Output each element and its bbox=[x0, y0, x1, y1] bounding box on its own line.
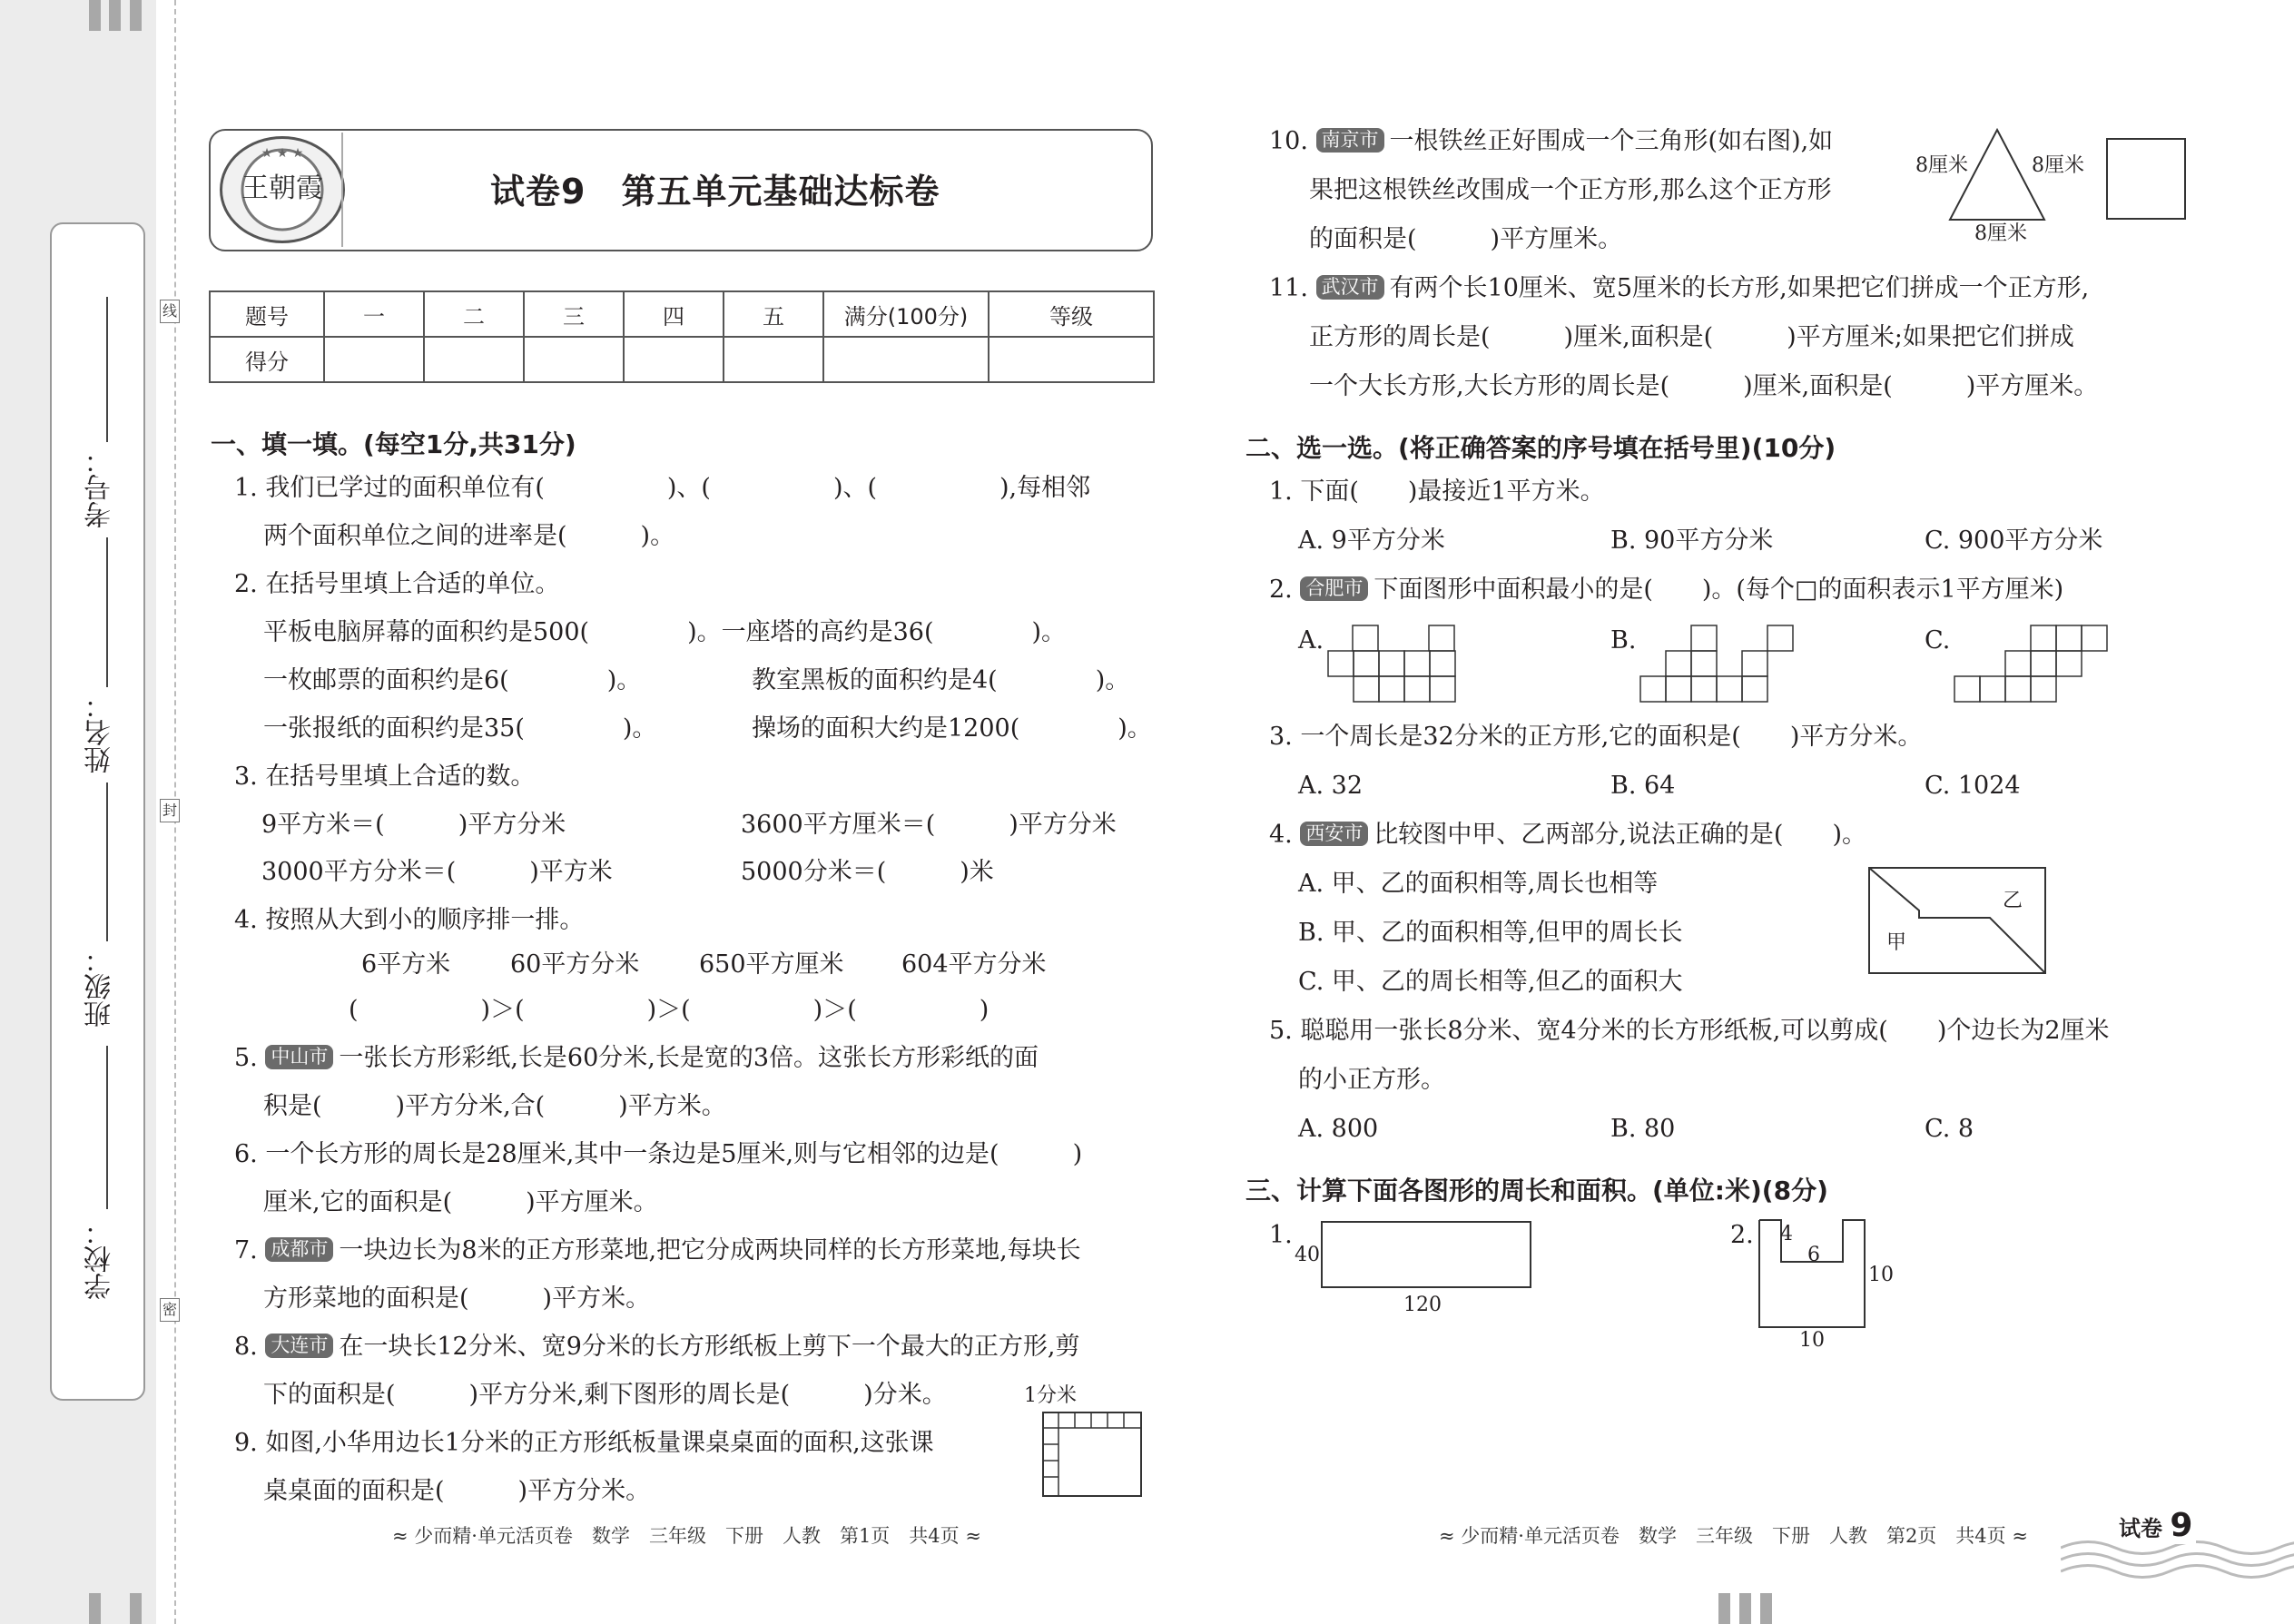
question-2a: 平板电脑屏幕的面积约是500( )。一座塔的高约是36( )。 bbox=[263, 618, 1067, 646]
score-input[interactable] bbox=[989, 337, 1154, 382]
option-c[interactable]: C. 1024 bbox=[1925, 772, 2021, 800]
region-yi-label: 乙 bbox=[2003, 890, 2023, 912]
question-1-cont: 两个面积单位之间的进率是( )。 bbox=[263, 522, 675, 550]
choice-2: 2. 合肥市 下面图形中面积最小的是( )。(每个□的面积表示1平方厘米) bbox=[1269, 576, 2064, 604]
score-input[interactable] bbox=[823, 337, 989, 382]
table-cell: 一 bbox=[324, 291, 424, 337]
u-width-label: 10 bbox=[1799, 1329, 1825, 1352]
option-b[interactable]: B. bbox=[1610, 626, 1637, 655]
rect-height-label: 40 bbox=[1295, 1244, 1320, 1266]
shape-c-figure bbox=[1954, 625, 2112, 703]
option-a[interactable]: A. 32 bbox=[1298, 772, 1364, 800]
question-7: 7. 成都市 一块边长为8米的正方形菜地,把它分成两块同样的长方形菜地,每块长 bbox=[234, 1236, 1081, 1265]
paper-badge-number: 9 bbox=[2170, 1507, 2193, 1544]
question-10-cont: 果把这根铁丝改围成一个正方形,那么这个正方形 bbox=[1309, 176, 1832, 204]
option-c[interactable]: C. bbox=[1925, 626, 1951, 655]
table-row bbox=[210, 337, 1154, 382]
score-input[interactable] bbox=[524, 337, 624, 382]
edge-mark bbox=[130, 0, 142, 31]
option-a[interactable]: A. 800 bbox=[1298, 1115, 1379, 1143]
question-9: 9. 如图,小华用边长1分米的正方形纸板量课桌桌面的面积,这张课 bbox=[234, 1429, 934, 1457]
edge-mark bbox=[89, 1593, 101, 1624]
edge-mark bbox=[1739, 1593, 1751, 1624]
u-height-label: 10 bbox=[1868, 1264, 1894, 1286]
question-4-item: 604平方分米 bbox=[901, 950, 1047, 979]
choice-1: 1. 下面( )最接近1平方米。 bbox=[1269, 477, 1605, 506]
cut-mark: 封 bbox=[160, 799, 180, 822]
region-jia-label: 甲 bbox=[1886, 931, 1907, 954]
exam-no-field[interactable] bbox=[106, 297, 108, 442]
question-3a: 9平方米＝( )平方分米 bbox=[261, 811, 566, 839]
edge-mark bbox=[1718, 1593, 1730, 1624]
brand-logo bbox=[220, 136, 345, 243]
option-a[interactable]: A. bbox=[1298, 626, 1324, 655]
edge-mark bbox=[1760, 1593, 1772, 1624]
table-cell: 三 bbox=[524, 291, 624, 337]
school-field[interactable] bbox=[106, 1046, 108, 1209]
city-tag: 成都市 bbox=[265, 1237, 333, 1262]
choice-4: 4. 西安市 比较图中甲、乙两部分,说法正确的是( )。 bbox=[1269, 821, 1866, 849]
question-4: 4. 按照从大到小的顺序排一排。 bbox=[234, 906, 585, 934]
shape-a-figure bbox=[1327, 625, 1460, 703]
page-title: 试卷9 第五单元基础达标卷 bbox=[490, 172, 940, 212]
question-4-item: 6平方米 bbox=[361, 950, 451, 979]
table-cell: 等级 bbox=[989, 291, 1154, 337]
table-cell: 四 bbox=[624, 291, 724, 337]
section-3-title: 三、计算下面各图形的周长和面积。(单位:米)(8分) bbox=[1245, 1176, 1828, 1206]
rectangle-figure bbox=[1321, 1221, 1531, 1288]
option-c[interactable]: C. 8 bbox=[1925, 1115, 1974, 1143]
option-b[interactable]: B. 80 bbox=[1610, 1115, 1676, 1143]
question-3c: 3000平方分米＝( )平方米 bbox=[261, 858, 613, 886]
option-b[interactable]: B. 90平方分米 bbox=[1610, 527, 1774, 555]
school-label: 学校： bbox=[84, 1218, 116, 1300]
question-1: 1. 我们已学过的面积单位有( )、( )、( ),每相邻 bbox=[234, 474, 1091, 502]
question-3d: 5000分米＝( )米 bbox=[741, 858, 994, 886]
question-4-item: 650平方厘米 bbox=[699, 950, 844, 979]
cut-mark: 密 bbox=[160, 1298, 180, 1322]
question-5: 5. 中山市 一张长方形彩纸,长是60分米,长是宽的3倍。这张长方形彩纸的面 bbox=[234, 1044, 1039, 1072]
score-input[interactable] bbox=[724, 337, 823, 382]
score-input[interactable] bbox=[424, 337, 524, 382]
question-4-item: 60平方分米 bbox=[510, 950, 640, 979]
desk-grid-figure bbox=[1042, 1412, 1144, 1499]
option-b[interactable]: B. 64 bbox=[1610, 772, 1676, 800]
rect-width-label: 120 bbox=[1403, 1294, 1442, 1316]
choice-5: 5. 聪聪用一张长8分米、宽4分米的长方形纸板,可以剪成( )个边长为2厘米 bbox=[1269, 1017, 2110, 1045]
score-input[interactable] bbox=[324, 337, 424, 382]
u-inner-width-label: 4 bbox=[1780, 1223, 1793, 1245]
name-label: 姓名： bbox=[84, 692, 116, 773]
score-input[interactable] bbox=[624, 337, 724, 382]
question-11-cont: 正方形的周长是( )厘米,面积是( )平方厘米;如果把它们拼成 bbox=[1309, 323, 2074, 351]
name-field[interactable] bbox=[106, 537, 108, 687]
u-inner-depth-label: 6 bbox=[1807, 1244, 1820, 1266]
question-3b: 3600平方厘米＝( )平方分米 bbox=[741, 811, 1117, 839]
class-label: 班级： bbox=[84, 946, 116, 1028]
option-c[interactable]: C. 甲、乙的周长相等,但乙的面积大 bbox=[1298, 968, 1683, 996]
triangle-side-label: 8厘米 bbox=[2032, 154, 2084, 177]
choice-5-cont: 的小正方形。 bbox=[1298, 1066, 1445, 1094]
table-cell: 五 bbox=[724, 291, 823, 337]
question-5-cont: 积是( )平方分米,合( )平方米。 bbox=[263, 1092, 726, 1120]
question-3: 3. 在括号里填上合适的数。 bbox=[234, 763, 536, 791]
paper-badge bbox=[2115, 1507, 2196, 1544]
question-2d: 一张报纸的面积约是35( )。 bbox=[263, 714, 657, 743]
question-2b: 一枚邮票的面积约是6( )。 bbox=[263, 666, 642, 694]
question-10: 10. 南京市 一根铁丝正好围成一个三角形(如右图),如 bbox=[1269, 127, 1834, 155]
question-8: 8. 大连市 在一块长12分米、宽9分米的长方形纸板上剪下一个最大的正方形,剪 bbox=[234, 1333, 1080, 1361]
section-1-title: 一、填一填。(每空1分,共31分) bbox=[211, 429, 576, 459]
option-b[interactable]: B. 甲、乙的面积相等,但甲的周长长 bbox=[1298, 919, 1683, 947]
edge-mark bbox=[89, 0, 101, 31]
svg-text:★ ★ ★: ★ ★ ★ bbox=[261, 146, 304, 161]
option-a[interactable]: A. 9平方分米 bbox=[1298, 527, 1445, 555]
city-tag: 南京市 bbox=[1316, 128, 1384, 153]
city-tag: 西安市 bbox=[1300, 822, 1368, 846]
question-2: 2. 在括号里填上合适的单位。 bbox=[234, 570, 560, 598]
edge-mark bbox=[109, 0, 121, 31]
question-11-cont2: 一个大长方形,大长方形的周长是( )厘米,面积是( )平方厘米。 bbox=[1309, 372, 2099, 400]
city-tag: 合肥市 bbox=[1300, 576, 1368, 601]
figure-1-number: 1. bbox=[1269, 1221, 1293, 1249]
class-field[interactable] bbox=[106, 782, 108, 941]
shape-b-figure bbox=[1639, 625, 1797, 703]
table-cell: 得分 bbox=[210, 337, 324, 382]
square-figure bbox=[2106, 138, 2186, 220]
table-row bbox=[210, 291, 1154, 337]
question-8-cont: 下的面积是( )平方分米,剩下图形的周长是( )分米。 bbox=[263, 1381, 947, 1409]
student-info-box bbox=[50, 222, 145, 1401]
table-cell: 满分(100分) bbox=[823, 291, 989, 337]
figure-2-number: 2. bbox=[1730, 1221, 1754, 1249]
table-cell: 二 bbox=[424, 291, 524, 337]
jia-yi-figure bbox=[1868, 867, 2048, 976]
edge-mark bbox=[130, 1593, 142, 1624]
choice-3: 3. 一个周长是32分米的正方形,它的面积是( )平方分米。 bbox=[1269, 723, 1923, 751]
paper-badge-label: 试卷 bbox=[2119, 1516, 2162, 1541]
footer-left: ≈ 少而精·单元活页卷 数学 三年级 下册 人教 第1页 共4页 ≈ bbox=[392, 1525, 981, 1547]
triangle-side-label: 8厘米 bbox=[1915, 154, 1968, 177]
question-9-cont: 桌桌面的面积是( )平方分米。 bbox=[263, 1477, 651, 1505]
city-tag: 武汉市 bbox=[1316, 275, 1384, 300]
question-6-cont: 厘米,它的面积是( )平方厘米。 bbox=[263, 1188, 658, 1216]
question-2e: 操场的面积大约是1200( )。 bbox=[752, 714, 1152, 743]
question-2c: 教室黑板的面积约是4( )。 bbox=[752, 666, 1130, 694]
question-7-cont: 方形菜地的面积是( )平方米。 bbox=[263, 1284, 651, 1313]
svg-text:王朝霞: 王朝霞 bbox=[241, 172, 323, 204]
table-cell: 题号 bbox=[210, 291, 324, 337]
city-tag: 大连市 bbox=[265, 1334, 333, 1358]
score-table bbox=[209, 290, 1155, 383]
u-shape-figure bbox=[1757, 1218, 1868, 1329]
footer-right: ≈ 少而精·单元活页卷 数学 三年级 下册 人教 第2页 共4页 ≈ bbox=[1439, 1525, 2028, 1547]
exam-no-label: 考号： bbox=[84, 447, 116, 528]
section-2-title: 二、选一选。(将正确答案的序号填在括号里)(10分) bbox=[1245, 433, 1836, 463]
grid-unit-label: 1分米 bbox=[1024, 1384, 1077, 1407]
banner-divider bbox=[341, 133, 343, 247]
question-10-cont2: 的面积是( )平方厘米。 bbox=[1309, 225, 1623, 253]
option-a[interactable]: A. 甲、乙的面积相等,周长也相等 bbox=[1298, 870, 1659, 898]
question-4-order: ( )＞( )＞( )＞( ) bbox=[349, 996, 989, 1024]
city-tag: 中山市 bbox=[265, 1045, 333, 1069]
cut-mark: 线 bbox=[160, 300, 180, 323]
question-11: 11. 武汉市 有两个长10厘米、宽5厘米的长方形,如果把它们拼成一个正方形, bbox=[1269, 274, 2090, 302]
option-c[interactable]: C. 900平方分米 bbox=[1925, 527, 2103, 555]
question-6: 6. 一个长方形的周长是28厘米,其中一条边是5厘米,则与它相邻的边是( ) bbox=[234, 1140, 1083, 1168]
triangle-side-label: 8厘米 bbox=[1974, 222, 2027, 245]
